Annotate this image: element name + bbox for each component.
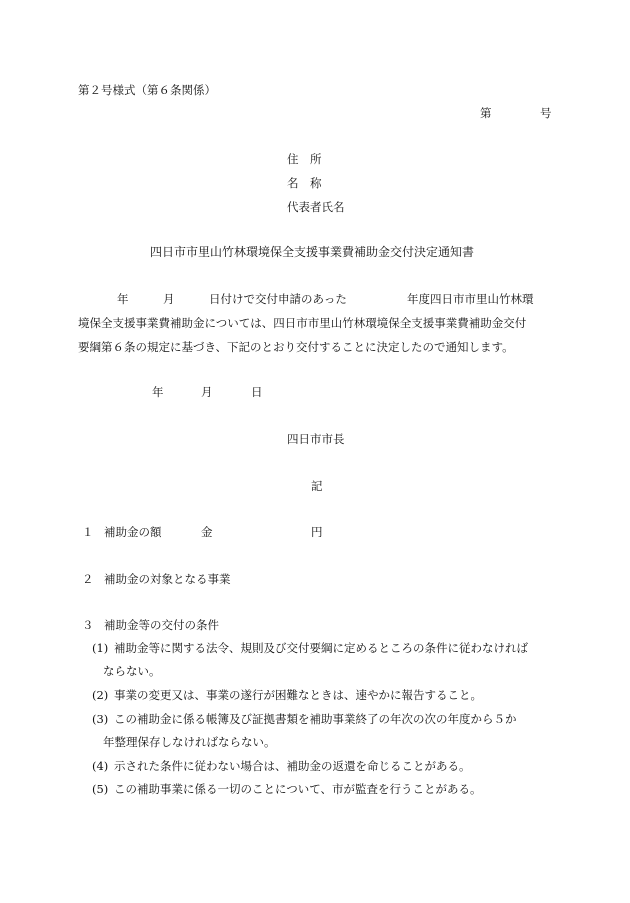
condition-4-line-1: 示された条件に従わない場合は、補助金の返還を命じることがある。 (114, 759, 471, 773)
condition-2-line-1: 事業の変更又は、事業の遂行が困難なときは、速やかに報告すること。 (114, 688, 482, 702)
representative-label: 代表者氏名 (287, 200, 345, 214)
intro-line-2: 境保全支援事業費補助金については、四日市市里山竹林環境保全支援事業費補助金交付 (78, 316, 527, 330)
condition-1-line-2: ならない。 (103, 664, 161, 678)
item3-number: ３ (82, 618, 94, 632)
item2-label: 補助金の対象となる事業 (104, 572, 231, 586)
condition-5-number: (5) (92, 782, 109, 796)
item1-number: １ (82, 525, 94, 539)
item1-yen: 円 (311, 525, 323, 539)
item1-kin: 金 (201, 525, 213, 539)
intro-month: 月 (163, 292, 175, 306)
intro-text-b: 年度四日市市里山竹林環 (407, 292, 534, 306)
date-year: 年 (152, 385, 164, 399)
item3-label: 補助金等の交付の条件 (104, 618, 219, 632)
condition-3-line-2: 年整理保存しなければならない。 (103, 735, 276, 749)
name-label: 名 称 (287, 176, 322, 190)
ki-heading: 記 (311, 479, 323, 493)
date-day: 日 (251, 385, 263, 399)
item2-number: ２ (82, 572, 94, 586)
condition-3-number: (3) (92, 712, 109, 726)
condition-5-line-1: この補助事業に係る一切のことについて、市が監査を行うことがある。 (114, 782, 482, 796)
condition-1-number: (1) (92, 641, 109, 655)
intro-year: 年 (117, 292, 129, 306)
issuer: 四日市市長 (287, 432, 345, 446)
number-prefix: 第 (480, 106, 492, 120)
intro-text-a: 日付けで交付申請のあった (209, 292, 347, 306)
address-label: 住 所 (287, 152, 322, 166)
date-month: 月 (201, 385, 213, 399)
form-label: 第２号様式（第６条関係） (78, 83, 216, 97)
number-suffix: 号 (540, 106, 552, 120)
condition-3-line-1: この補助金に係る帳簿及び証拠書類を補助事業終了の年次の次の年度から５か (114, 712, 517, 726)
intro-line-3: 要綱第６条の規定に基づき、下記のとおり交付することに決定したので通知します。 (78, 340, 514, 354)
condition-2-number: (2) (92, 688, 109, 702)
condition-1-line-1: 補助金等に関する法令、規則及び交付要綱に定めるところの条件に従わなければ (114, 641, 528, 655)
document-title: 四日市市里山竹林環境保全支援事業費補助金交付決定通知書 (150, 245, 475, 259)
condition-4-number: (4) (92, 759, 109, 773)
item1-label: 補助金の額 (104, 525, 162, 539)
